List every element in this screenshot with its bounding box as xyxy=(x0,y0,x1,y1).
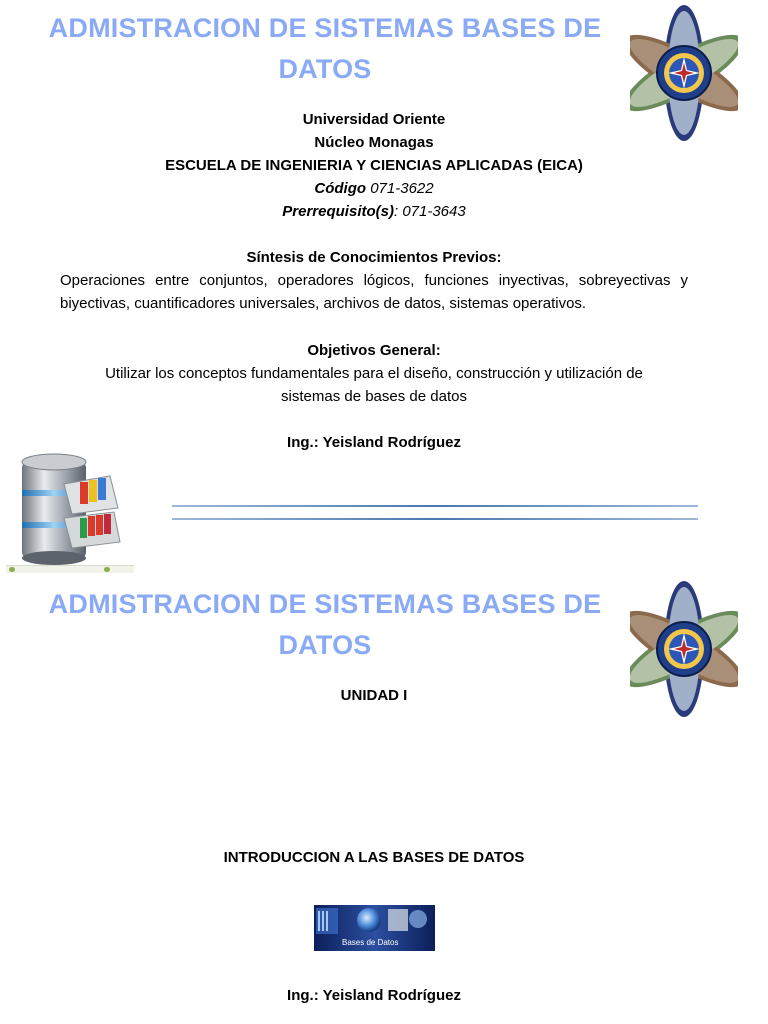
objetivos-text-line-2: sistemas de bases de datos xyxy=(281,388,467,405)
author-name: Ing.: Yeisland Rodríguez xyxy=(287,434,461,451)
school-name: ESCUELA DE INGENIERIA Y CIENCIAS APLICADAS (EICA) xyxy=(165,157,583,174)
sintesis-text: Operaciones entre conjuntos, operadores lógicos, funciones inyectivas, sobreyectivas y biyectivas, cuantificadores universales, archivos de datos, sistemas operativos. xyxy=(60,272,688,312)
slide-2 xyxy=(0,576,768,1024)
campus-name: Núcleo Monagas xyxy=(314,134,434,151)
footer-strip xyxy=(6,565,134,573)
footer-badge-icon xyxy=(9,567,15,572)
bases-de-datos-banner-image xyxy=(314,905,435,951)
course-code xyxy=(0,177,748,200)
objetivos-heading: Objetivos General: xyxy=(307,342,441,359)
footer-mark-icon xyxy=(104,567,110,572)
sintesis-heading: Síntesis de Conocimientos Previos: xyxy=(246,249,502,266)
database-cabinet-icon xyxy=(14,452,130,568)
course-code-value: 071-3622 xyxy=(366,180,434,197)
author-name: Ing.: Yeisland Rodríguez xyxy=(287,987,461,1004)
prerequisites xyxy=(0,200,748,223)
unit-label: UNIDAD I xyxy=(340,687,408,704)
slide-title: ADMISTRACION DE SISTEMAS BASES DE DATOS xyxy=(48,589,602,660)
university-name: Universidad Oriente xyxy=(302,111,446,128)
divider-line-top xyxy=(172,505,698,507)
divider-line-bottom xyxy=(172,518,698,520)
prerequisites-label: Prerrequisito(s) xyxy=(282,203,394,220)
topic-title: INTRODUCCION A LAS BASES DE DATOS xyxy=(223,849,525,866)
prerequisites-value: : 071-3643 xyxy=(393,203,466,220)
banner-caption: Bases de Datos xyxy=(342,938,399,947)
course-code-label: Código xyxy=(314,180,367,197)
slide-title: ADMISTRACION DE SISTEMAS BASES DE DATOS xyxy=(48,13,602,84)
objetivos-text-line-1: Utilizar los conceptos fundamentales para el diseño, construcción y utilización de xyxy=(105,365,643,382)
